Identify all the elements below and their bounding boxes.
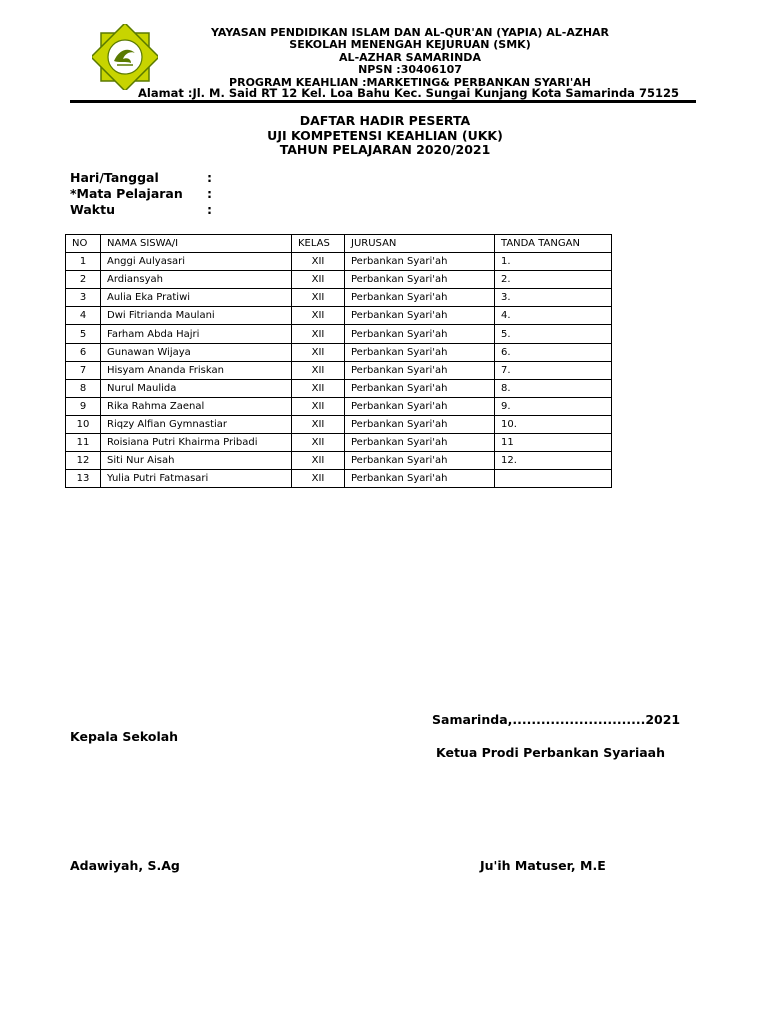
cell-name: Aulia Eka Pratiwi xyxy=(101,289,292,307)
cell-name: Ardiansyah xyxy=(101,271,292,289)
table-row xyxy=(66,397,612,415)
cell-major: Perbankan Syari'ah xyxy=(345,361,495,379)
cell-class: XII xyxy=(292,470,345,488)
cell-major: Perbankan Syari'ah xyxy=(345,343,495,361)
cell-major: Perbankan Syari'ah xyxy=(345,253,495,271)
cell-signature: 7. xyxy=(495,361,612,379)
cell-major: Perbankan Syari'ah xyxy=(345,307,495,325)
table-row xyxy=(66,361,612,379)
cell-no: 4 xyxy=(66,307,101,325)
cell-no: 7 xyxy=(66,361,101,379)
signature-left-title: Kepala Sekolah xyxy=(70,729,179,744)
meta-subject-colon: : xyxy=(207,186,212,201)
cell-name: Anggi Aulyasari xyxy=(101,253,292,271)
table-row xyxy=(66,253,612,271)
header-no: NO xyxy=(66,235,101,253)
meta-time-label: Waktu xyxy=(70,202,115,217)
signature-right-name: Ju'ih Matuser, M.E xyxy=(480,858,606,873)
cell-name: Farham Abda Hajri xyxy=(101,325,292,343)
cell-name: Nurul Maulida xyxy=(101,379,292,397)
cell-class: XII xyxy=(292,452,345,470)
cell-class: XII xyxy=(292,271,345,289)
cell-class: XII xyxy=(292,253,345,271)
cell-major: Perbankan Syari'ah xyxy=(345,470,495,488)
document-title xyxy=(180,114,590,158)
cell-name: Yulia Putri Fatmasari xyxy=(101,470,292,488)
cell-signature: 10. xyxy=(495,415,612,433)
cell-name: Siti Nur Aisah xyxy=(101,452,292,470)
cell-major: Perbankan Syari'ah xyxy=(345,271,495,289)
header-line-city: AL-AZHAR SAMARINDA xyxy=(339,50,481,64)
cell-class: XII xyxy=(292,307,345,325)
school-emblem-icon xyxy=(92,24,158,90)
cell-major: Perbankan Syari'ah xyxy=(345,452,495,470)
meta-date-colon: : xyxy=(207,170,212,185)
table-row xyxy=(66,452,612,470)
attendance-table xyxy=(65,234,612,488)
meta-time-colon: : xyxy=(207,202,212,217)
cell-name: Hisyam Ananda Friskan xyxy=(101,361,292,379)
table-row xyxy=(66,271,612,289)
cell-signature: 4. xyxy=(495,307,612,325)
cell-signature: 1. xyxy=(495,253,612,271)
meta-subject xyxy=(70,186,212,201)
cell-signature xyxy=(495,470,612,488)
meta-date-label: Hari/Tanggal xyxy=(70,170,159,185)
cell-class: XII xyxy=(292,343,345,361)
header-name: NAMA SISWA/I xyxy=(101,235,292,253)
cell-signature: 3. xyxy=(495,289,612,307)
cell-major: Perbankan Syari'ah xyxy=(345,289,495,307)
signature-left-name: Adawiyah, S.Ag xyxy=(70,858,180,873)
cell-signature: 6. xyxy=(495,343,612,361)
header-line-program: PROGRAM KEAHLIAN :MARKETING& PERBANKAN SYARI'AH xyxy=(229,75,591,89)
cell-name: Rika Rahma Zaenal xyxy=(101,397,292,415)
cell-class: XII xyxy=(292,289,345,307)
cell-no: 3 xyxy=(66,289,101,307)
header-line-npsn: NPSN :30406107 xyxy=(358,63,462,77)
cell-name: Gunawan Wijaya xyxy=(101,343,292,361)
meta-subject-label: *Mata Pelajaran xyxy=(70,186,183,201)
table-header-row xyxy=(66,235,612,253)
cell-signature: 9. xyxy=(495,397,612,415)
cell-class: XII xyxy=(292,379,345,397)
cell-class: XII xyxy=(292,434,345,452)
cell-class: XII xyxy=(292,325,345,343)
cell-no: 1 xyxy=(66,253,101,271)
school-address: Alamat :Jl. M. Said RT 12 Kel. Loa Bahu Kec. Sungai Kunjang Kota Samarinda 75125 xyxy=(138,86,679,100)
signature-right-title: Ketua Prodi Perbankan Syariaah xyxy=(436,745,665,760)
title-line-1: DAFTAR HADIR PESERTA xyxy=(299,113,471,128)
cell-major: Perbankan Syari'ah xyxy=(345,379,495,397)
cell-no: 9 xyxy=(66,397,101,415)
meta-date xyxy=(70,170,212,185)
header-line-school: SEKOLAH MENENGAH KEJURUAN (SMK) xyxy=(289,38,531,52)
cell-no: 5 xyxy=(66,325,101,343)
school-header xyxy=(160,27,660,89)
table-row xyxy=(66,434,612,452)
cell-no: 8 xyxy=(66,379,101,397)
signature-place-date: Samarinda,............................2021 xyxy=(432,712,681,727)
cell-signature: 12. xyxy=(495,452,612,470)
cell-major: Perbankan Syari'ah xyxy=(345,434,495,452)
cell-no: 11 xyxy=(66,434,101,452)
cell-name: Dwi Fitrianda Maulani xyxy=(101,307,292,325)
cell-signature: 2. xyxy=(495,271,612,289)
table-row xyxy=(66,289,612,307)
table-row xyxy=(66,325,612,343)
header-major: JURUSAN xyxy=(345,235,495,253)
cell-name: Riqzy Alfian Gymnastiar xyxy=(101,415,292,433)
cell-major: Perbankan Syari'ah xyxy=(345,415,495,433)
table-row xyxy=(66,307,612,325)
cell-class: XII xyxy=(292,415,345,433)
cell-no: 6 xyxy=(66,343,101,361)
header-line-foundation: YAYASAN PENDIDIKAN ISLAM DAN AL-QUR'AN (YAPIA) AL-AZHAR xyxy=(210,26,610,39)
cell-class: XII xyxy=(292,397,345,415)
table-row xyxy=(66,343,612,361)
meta-time xyxy=(70,202,212,217)
cell-signature: 8. xyxy=(495,379,612,397)
header-divider xyxy=(70,100,696,103)
cell-name: Roisiana Putri Khairma Pribadi xyxy=(101,434,292,452)
cell-no: 12 xyxy=(66,452,101,470)
cell-no: 10 xyxy=(66,415,101,433)
cell-signature: 11 xyxy=(495,434,612,452)
table-row xyxy=(66,470,612,488)
table-row xyxy=(66,415,612,433)
cell-class: XII xyxy=(292,361,345,379)
title-line-3: TAHUN PELAJARAN 2020/2021 xyxy=(279,142,491,157)
cell-no: 13 xyxy=(66,470,101,488)
title-line-2: UJI KOMPETENSI KEAHLIAN (UKK) xyxy=(267,127,503,143)
cell-major: Perbankan Syari'ah xyxy=(345,397,495,415)
cell-signature: 5. xyxy=(495,325,612,343)
cell-major: Perbankan Syari'ah xyxy=(345,325,495,343)
header-class: KELAS xyxy=(292,235,345,253)
cell-no: 2 xyxy=(66,271,101,289)
header-signature: TANDA TANGAN xyxy=(495,235,612,253)
table-row xyxy=(66,379,612,397)
